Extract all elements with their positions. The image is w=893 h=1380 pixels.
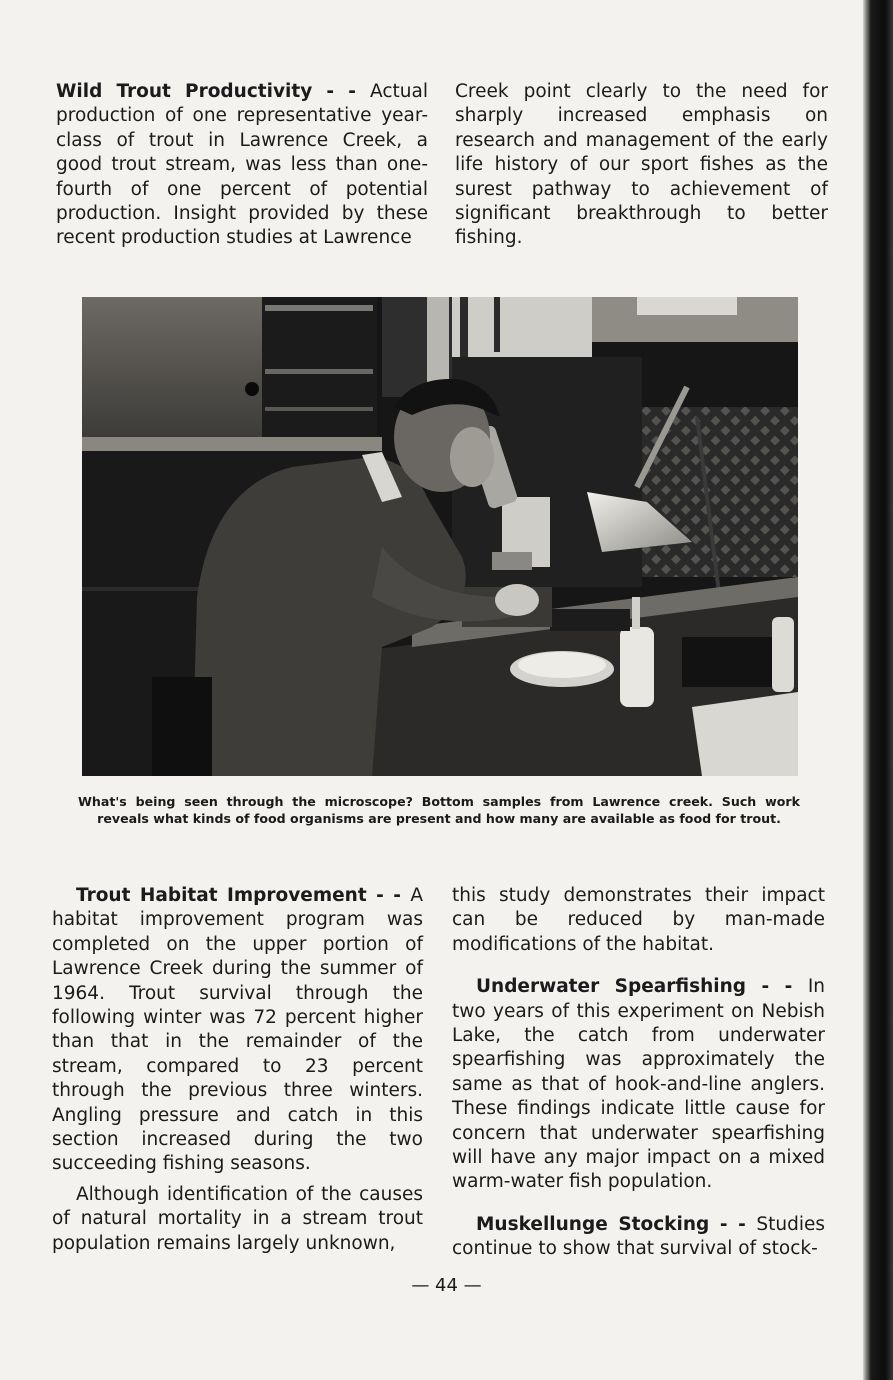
heading-separator: - - bbox=[312, 81, 371, 102]
page-spine-shadow bbox=[863, 0, 893, 1380]
habitat-body: A habitat improvement program was completed on the upper portion of Lawrence Creek during the summer of 1964. Trout survival through the following winter was 72 percent higher than that in the remainder of the stream, compared to 23 percent through the previous three winters. Angling pressure and catch in this section increased during the two succeeding fishing seasons. bbox=[52, 885, 424, 1175]
habitat-heading: Trout Habitat Improvement bbox=[76, 885, 367, 906]
habitat-paragraph bbox=[52, 884, 423, 1177]
heading-separator: - - bbox=[366, 885, 411, 906]
habitat-column-left bbox=[52, 884, 423, 1256]
page-number: — 44 — bbox=[411, 1275, 482, 1296]
wild-trout-column-right bbox=[455, 80, 828, 251]
microscope-photo bbox=[82, 297, 798, 776]
wild-trout-paragraph bbox=[56, 80, 428, 251]
habitat-body2-left: Although identification of the causes of natural mortality in a stream trout population remains largely unknown, bbox=[52, 1183, 423, 1254]
heading-separator: - - bbox=[746, 976, 808, 998]
wild-trout-heading: Wild Trout Productivity bbox=[56, 81, 313, 102]
photo-caption: What's being seen through the microscope? Bottom samples from Lawrence creek. Such work reveals what kinds of food organisms are present and how many are available as food for trout. bbox=[78, 794, 800, 826]
habitat-body2-right: this study demonstrates their impact can be reduced by man-made modifications of the habitat. bbox=[452, 885, 825, 955]
muskellunge-heading: Muskellunge Stocking bbox=[476, 1213, 710, 1235]
spearfishing-body: In two years of this experiment on Nebish Lake, the catch from underwater spearfishing was approximately the same as that of hook-and-line anglers. These findings indicate little cause for concern that underwater spearfishing will have any major impact on a mixed warm-water fish population. bbox=[452, 976, 825, 1193]
wild-trout-body-right: Creek point clearly to the need for sharply increased emphasis on research and management of the early life history of our sport fishes as the surest pathway to achievement of significant breakthrough to better fishing. bbox=[455, 81, 828, 249]
wild-trout-body-left: Actual production of one representative year-class of trout in Lawrence Creek, a good trout stream, was less than one-fourth of one percent of potential production. Insight provided by these recent production studies at Lawrence bbox=[56, 81, 428, 249]
muskellunge-body: Studies continue to show that survival of stock- bbox=[452, 1213, 825, 1260]
bottom-column-right bbox=[452, 884, 825, 1262]
microscope-photo-illustration bbox=[82, 297, 798, 776]
muskellunge-paragraph bbox=[452, 1213, 825, 1262]
heading-separator: - - bbox=[709, 1213, 757, 1235]
spearfishing-heading: Underwater Spearfishing bbox=[476, 976, 747, 998]
spearfishing-paragraph bbox=[452, 975, 825, 1195]
wild-trout-column-left bbox=[56, 80, 428, 251]
